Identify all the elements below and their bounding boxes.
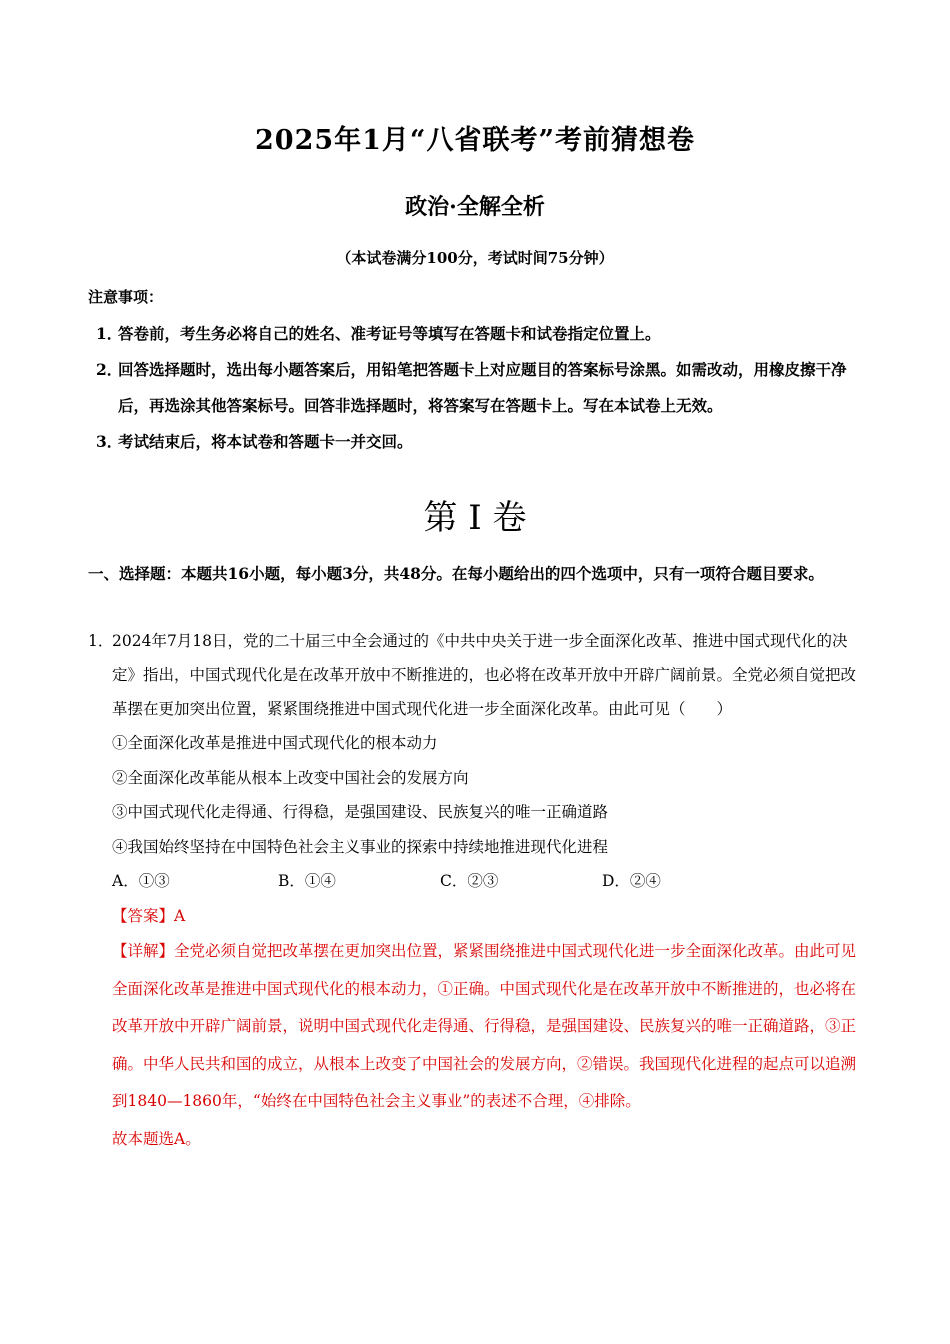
notice-item-text: 考试结束后，将本试卷和答题卡一并交回。 bbox=[118, 432, 413, 451]
notice-heading: 注意事项： bbox=[88, 288, 164, 306]
exam-subtitle: 政治·全解全析 bbox=[405, 194, 545, 220]
question-stem bbox=[88, 624, 868, 726]
notice-item-number: 2． bbox=[96, 360, 123, 379]
choice-a: A．①③ bbox=[112, 872, 170, 890]
notice-item bbox=[96, 352, 876, 424]
statement-item: ③中国式现代化走得通、行得稳，是强国建设、民族复兴的唯一正确道路 bbox=[112, 803, 609, 821]
statement-item: ②全面深化改革能从根本上改变中国社会的发展方向 bbox=[112, 768, 469, 787]
choice-b: B．①④ bbox=[278, 872, 336, 890]
analysis-text: 【详解】全党必须自觉把改革摆在更加突出位置，紧紧围绕推进中国式现代化进一步全面深化改革。由此可见全面深化改革是推进中国式现代化的根本动力，①正确。中国式现代化是在改革开放中不断推进的，也必将在改革开放中开辟广阔前景，说明中国式现代化走得通、行得稳，是强国建设、民族复兴的唯一正确道路，③正确。中华人民共和国的成立，从根本上改变了中国社会的发展方向，②错误。我国现代化进程的起点可以追溯到1840—1860年，“始终在中国特色社会主义事业”的表述不合理，④排除。 bbox=[112, 942, 857, 1110]
notice-item-text: 答卷前，考生务必将自己的姓名、准考证号等填写在答题卡和试卷指定位置上。 bbox=[118, 324, 661, 343]
score-time-note: （本试卷满分100分，考试时间75分钟） bbox=[336, 249, 614, 267]
exam-title: 2025年1月“八省联考”考前猜想卷 bbox=[255, 125, 695, 156]
choice-list bbox=[112, 864, 868, 899]
conclusion-text: 故本题选A。 bbox=[112, 1129, 201, 1148]
notice-list bbox=[96, 316, 876, 460]
statement-item: ④我国始终坚持在中国特色社会主义事业的探索中持续地推进现代化进程 bbox=[112, 837, 609, 856]
question-text: 2024年7月18日，党的二十届三中全会通过的《中共中央关于进一步全面深化改革、推进中国式现代化的决定》指出，中国式现代化是在改革开放中不断推进的，也必将在改革开放中开辟广阔前景。全党必须自觉把改革摆在更加突出位置，紧紧围绕推进中国式现代化进一步全面深化改革。由此可见（ ） bbox=[112, 632, 857, 718]
statement-item: ①全面深化改革是推进中国式现代化的根本动力 bbox=[112, 734, 438, 752]
answer-line: 【答案】A bbox=[112, 906, 186, 925]
notice-item bbox=[96, 316, 876, 352]
choice-c: C．②③ bbox=[440, 872, 499, 890]
choice-d: D．②④ bbox=[602, 872, 661, 890]
part-title: 第 I 卷 bbox=[423, 498, 527, 538]
notice-item bbox=[96, 424, 876, 460]
notice-item-text: 回答选择题时，选出每小题答案后，用铅笔把答题卡上对应题目的答案标号涂黑。如需改动，用橡皮擦干净后，再选涂其他答案标号。回答非选择题时，将答案写在答题卡上。写在本试卷上无效。 bbox=[118, 360, 847, 415]
question-number: 1． bbox=[88, 632, 114, 650]
question-1 bbox=[88, 624, 868, 1157]
notice-item-number: 1． bbox=[96, 324, 123, 343]
statement-list bbox=[112, 726, 868, 864]
notice-item-number: 3． bbox=[96, 432, 123, 451]
section-heading: 一、选择题：本题共16小题，每小题3分，共48分。在每小题给出的四个选项中，只有一项符合题目要求。 bbox=[88, 564, 824, 583]
